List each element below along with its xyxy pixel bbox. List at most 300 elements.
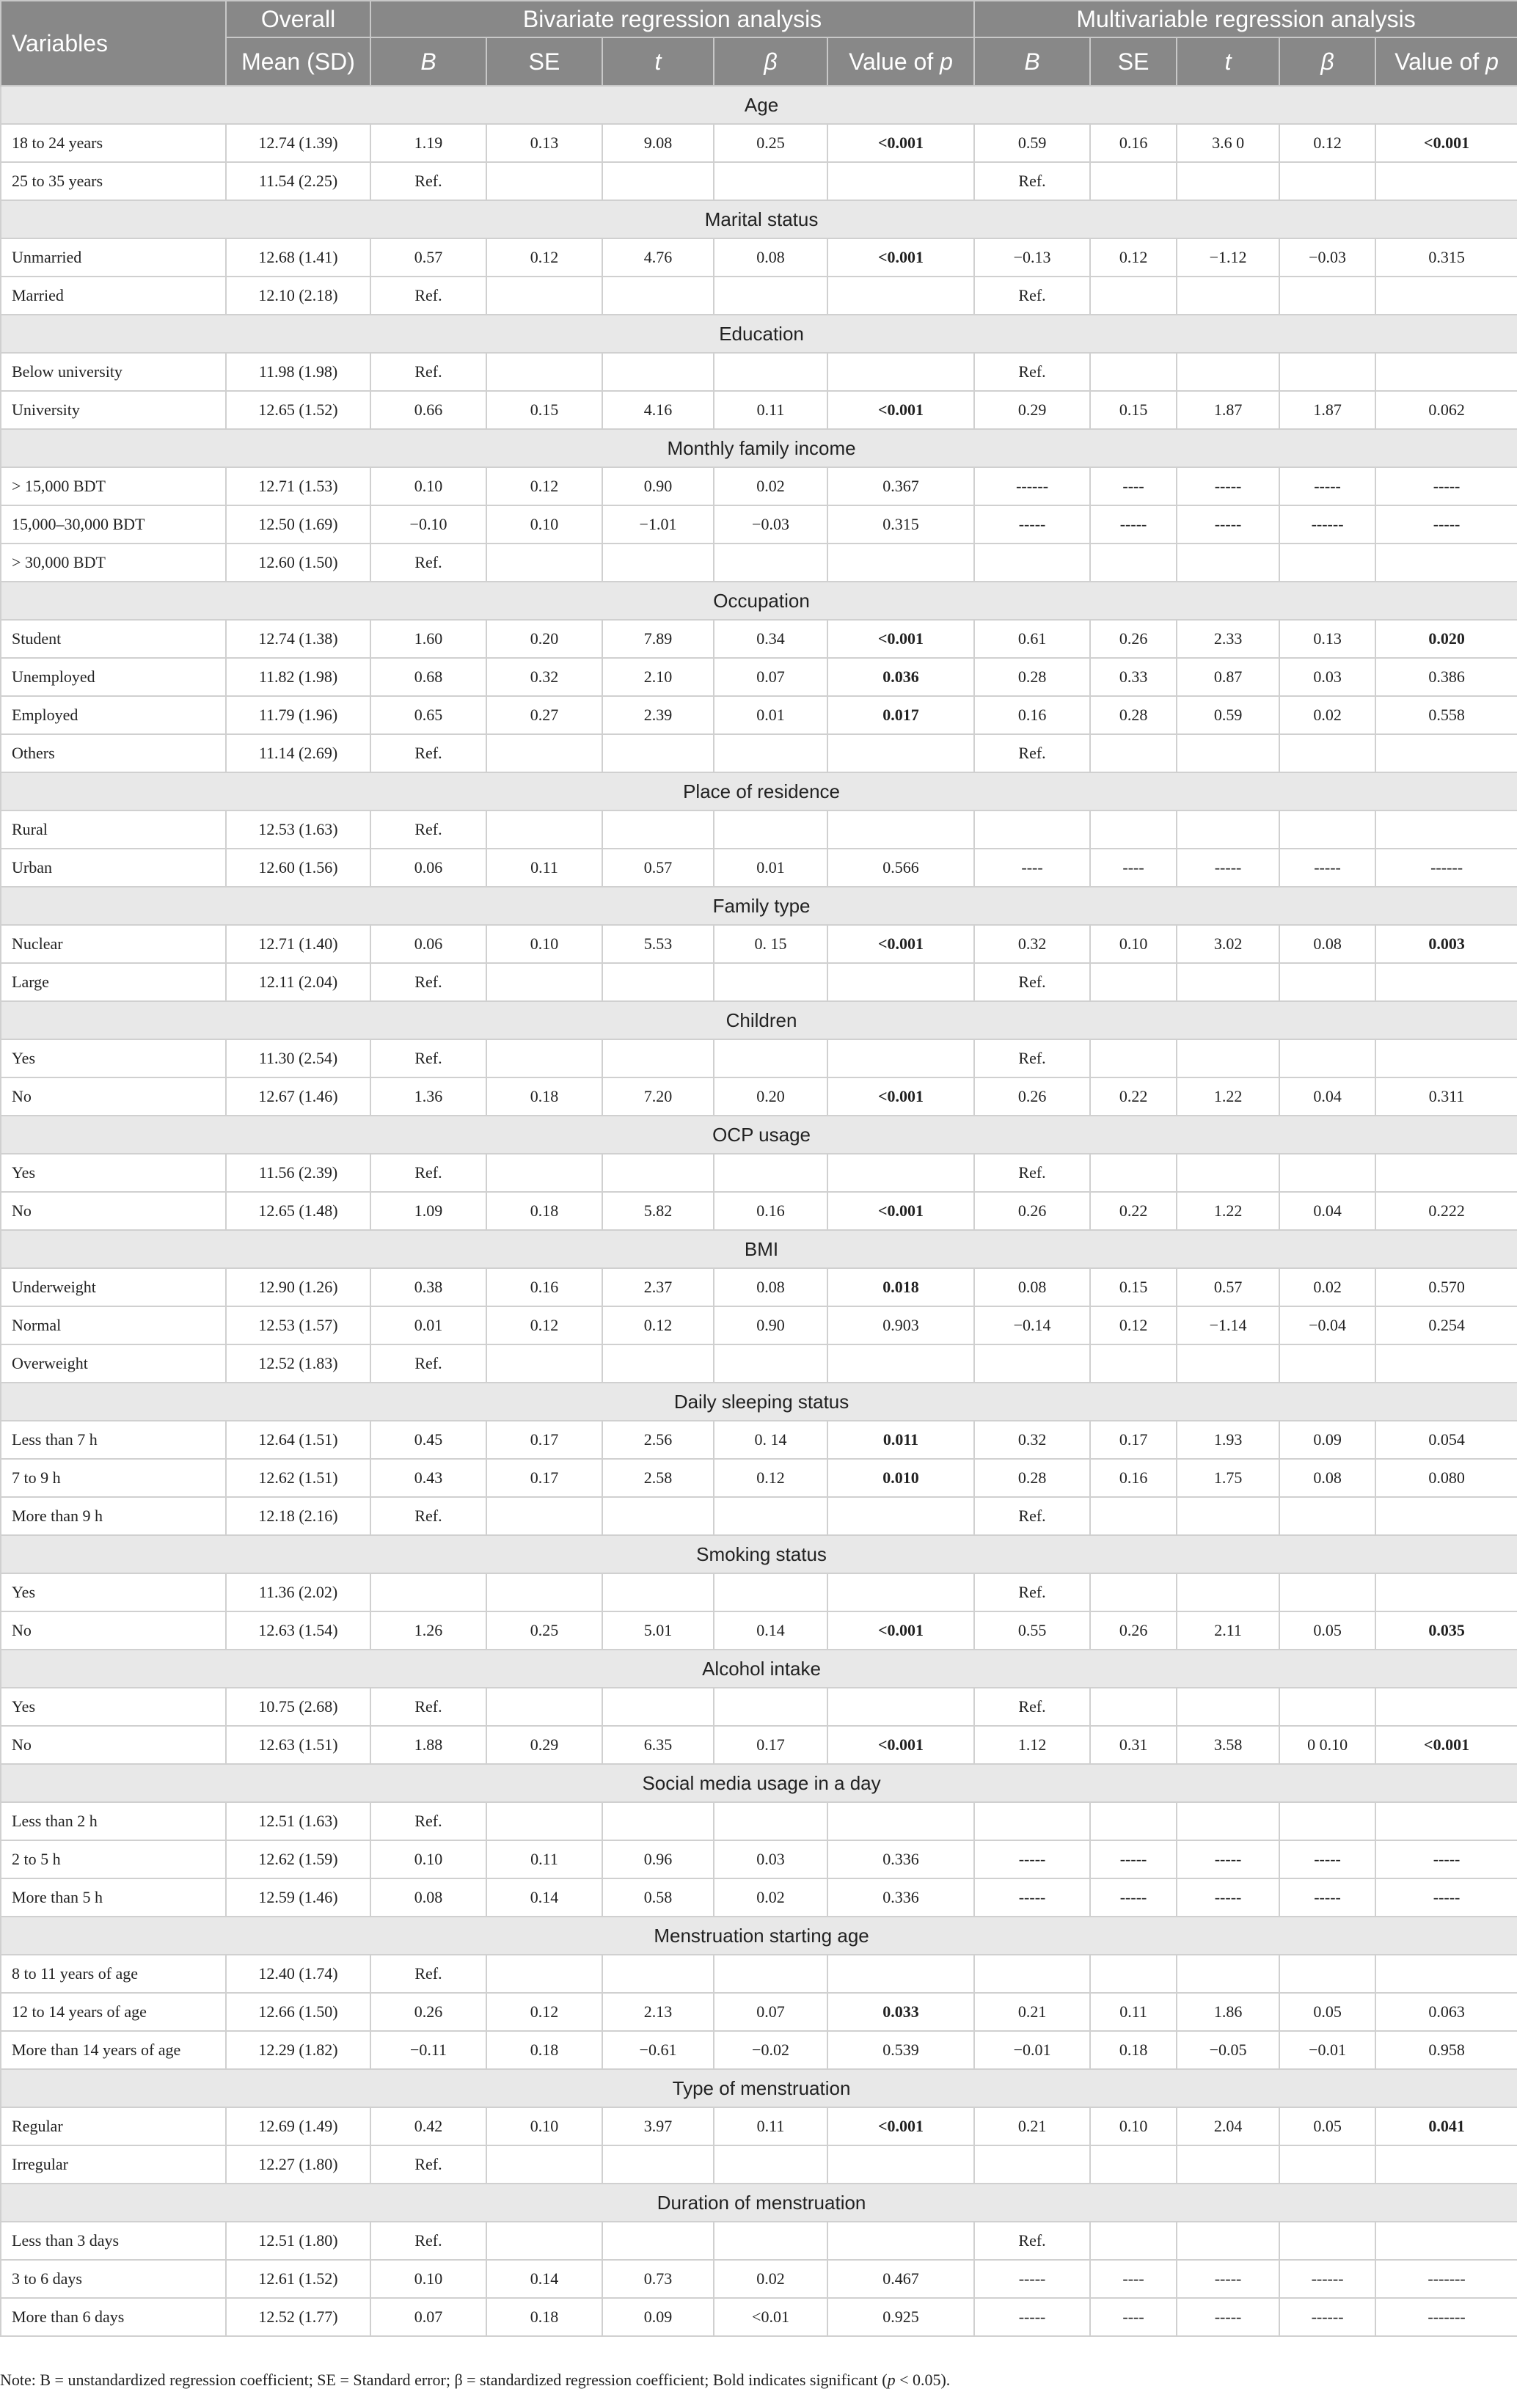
cell-mv-beta (1279, 162, 1375, 200)
cell-mv-beta (1279, 277, 1375, 315)
cell-bi-p: <0.001 (827, 620, 974, 658)
cell-mv-se: 0.15 (1090, 391, 1177, 429)
table-row (1, 1878, 1517, 1917)
cell-bi-se (486, 1344, 602, 1383)
table-row (1, 391, 1517, 429)
group-row (1, 1650, 1517, 1688)
row-label: 12 to 14 years of age (1, 1993, 226, 2031)
cell-mean-sd: 12.61 (1.52) (226, 2260, 370, 2298)
cell-mv-b: ----- (974, 505, 1090, 544)
cell-bi-p: 0.336 (827, 1840, 974, 1878)
cell-mv-se (1090, 963, 1177, 1001)
cell-mv-se (1090, 353, 1177, 391)
cell-mv-p (1375, 810, 1517, 849)
cell-bi-se (486, 162, 602, 200)
cell-mv-beta: ----- (1279, 467, 1375, 505)
cell-bi-b: 0.26 (370, 1993, 486, 2031)
cell-bi-b: 1.36 (370, 1077, 486, 1116)
cell-mv-se: 0.11 (1090, 1993, 1177, 2031)
cell-bi-beta (714, 1497, 827, 1535)
cell-mv-t (1177, 1154, 1279, 1192)
cell-bi-se: 0.18 (486, 1192, 602, 1230)
table-row (1, 620, 1517, 658)
cell-mv-se (1090, 1688, 1177, 1726)
cell-mv-se (1090, 1497, 1177, 1535)
cell-bi-p: <0.001 (827, 124, 974, 162)
cell-bi-se: 0.20 (486, 620, 602, 658)
cell-mv-b: 0.28 (974, 1459, 1090, 1497)
cell-bi-p: 0.925 (827, 2298, 974, 2336)
cell-bi-b: Ref. (370, 162, 486, 200)
cell-mv-b: 0.61 (974, 620, 1090, 658)
cell-bi-p (827, 734, 974, 772)
table-row (1, 2107, 1517, 2145)
header-mv-t: t (1177, 37, 1279, 86)
cell-mv-b: 0.28 (974, 658, 1090, 696)
cell-mv-beta: 0.05 (1279, 1993, 1375, 2031)
table-row (1, 1573, 1517, 1611)
table-row (1, 963, 1517, 1001)
cell-bi-b: 0.65 (370, 696, 486, 734)
row-label: Rural (1, 810, 226, 849)
table-row (1, 1993, 1517, 2031)
cell-bi-beta (714, 162, 827, 200)
cell-bi-b: Ref. (370, 1688, 486, 1726)
row-label: > 30,000 BDT (1, 544, 226, 582)
row-label: Underweight (1, 1268, 226, 1306)
cell-mean-sd: 12.50 (1.69) (226, 505, 370, 544)
cell-mean-sd: 12.62 (1.59) (226, 1840, 370, 1878)
header-bi-b: B (370, 37, 486, 86)
table-row (1, 1955, 1517, 1993)
cell-mv-beta: ----- (1279, 1878, 1375, 1917)
cell-mv-p: 0.063 (1375, 1993, 1517, 2031)
cell-mv-t: ----- (1177, 849, 1279, 887)
row-label: Overweight (1, 1344, 226, 1383)
header-bi-t: t (602, 37, 714, 86)
cell-mv-se: 0.33 (1090, 658, 1177, 696)
cell-mv-t: 1.86 (1177, 1993, 1279, 2031)
cell-mv-b: 0.21 (974, 2107, 1090, 2145)
cell-bi-se: 0.18 (486, 2298, 602, 2336)
cell-mv-t: −1.14 (1177, 1306, 1279, 1344)
cell-mv-p: <0.001 (1375, 1726, 1517, 1764)
cell-bi-beta (714, 2145, 827, 2184)
cell-bi-beta: 0.14 (714, 1611, 827, 1650)
cell-mv-b: 0.29 (974, 391, 1090, 429)
cell-mean-sd: 12.65 (1.48) (226, 1192, 370, 1230)
cell-bi-beta: 0. 14 (714, 1421, 827, 1459)
cell-mv-b: 0.08 (974, 1268, 1090, 1306)
cell-mv-b: Ref. (974, 1154, 1090, 1192)
cell-bi-b: 0.45 (370, 1421, 486, 1459)
cell-bi-b: 0.08 (370, 1878, 486, 1917)
cell-mv-beta (1279, 1802, 1375, 1840)
row-label: Yes (1, 1688, 226, 1726)
cell-mv-t (1177, 1802, 1279, 1840)
cell-bi-t (602, 1802, 714, 1840)
group-row (1, 200, 1517, 238)
cell-mv-p: 0.958 (1375, 2031, 1517, 2069)
cell-bi-se: 0.11 (486, 849, 602, 887)
cell-bi-p (827, 1688, 974, 1726)
cell-mv-se (1090, 1573, 1177, 1611)
cell-bi-t (602, 277, 714, 315)
table-row (1, 1306, 1517, 1344)
cell-bi-beta: −0.02 (714, 2031, 827, 2069)
cell-mv-beta (1279, 1344, 1375, 1383)
group-label: Education (1, 315, 1517, 353)
cell-bi-t (602, 544, 714, 582)
row-label: Less than 2 h (1, 1802, 226, 1840)
cell-mv-t: 0.59 (1177, 696, 1279, 734)
table-row (1, 2260, 1517, 2298)
cell-bi-t: 2.37 (602, 1268, 714, 1306)
cell-mv-se: 0.16 (1090, 1459, 1177, 1497)
cell-bi-beta: 0.01 (714, 696, 827, 734)
cell-mv-p (1375, 1955, 1517, 1993)
cell-bi-beta (714, 1154, 827, 1192)
cell-mean-sd: 11.30 (2.54) (226, 1039, 370, 1077)
header-bi-beta: β (714, 37, 827, 86)
cell-mv-b: Ref. (974, 734, 1090, 772)
cell-mv-b: 0.32 (974, 925, 1090, 963)
cell-mv-t: 3.6 0 (1177, 124, 1279, 162)
cell-bi-p: 0.033 (827, 1993, 974, 2031)
cell-bi-t: 7.89 (602, 620, 714, 658)
cell-bi-p: 0.011 (827, 1421, 974, 1459)
cell-mv-t: 1.22 (1177, 1192, 1279, 1230)
cell-bi-b: 1.88 (370, 1726, 486, 1764)
cell-bi-se: 0.14 (486, 1878, 602, 1917)
cell-mv-p: 0.311 (1375, 1077, 1517, 1116)
cell-bi-se: 0.17 (486, 1421, 602, 1459)
row-label: Below university (1, 353, 226, 391)
cell-mv-t: 0.87 (1177, 658, 1279, 696)
cell-bi-p: 0.367 (827, 467, 974, 505)
table-row (1, 2222, 1517, 2260)
group-row (1, 86, 1517, 124)
table-row (1, 734, 1517, 772)
row-label: Yes (1, 1573, 226, 1611)
cell-bi-p: 0.903 (827, 1306, 974, 1344)
cell-mv-t: ----- (1177, 2260, 1279, 2298)
cell-mv-b: ----- (974, 2298, 1090, 2336)
cell-mv-se: 0.26 (1090, 1611, 1177, 1650)
cell-mv-se: 0.22 (1090, 1192, 1177, 1230)
group-row (1, 772, 1517, 810)
cell-mv-se (1090, 810, 1177, 849)
cell-mv-beta (1279, 1955, 1375, 1993)
group-row (1, 1535, 1517, 1573)
cell-bi-b: 1.60 (370, 620, 486, 658)
cell-mv-b (974, 1344, 1090, 1383)
cell-bi-se: 0.18 (486, 1077, 602, 1116)
row-label: More than 6 days (1, 2298, 226, 2336)
cell-mv-p: ------ (1375, 849, 1517, 887)
cell-bi-beta: 0.20 (714, 1077, 827, 1116)
cell-bi-p: 0.017 (827, 696, 974, 734)
header-mv-beta: β (1279, 37, 1375, 86)
cell-bi-t: 0.90 (602, 467, 714, 505)
cell-mv-p (1375, 1688, 1517, 1726)
cell-bi-se: 0.18 (486, 2031, 602, 2069)
row-label: Unemployed (1, 658, 226, 696)
cell-mv-beta (1279, 810, 1375, 849)
cell-bi-t (602, 1573, 714, 1611)
cell-bi-se: 0.16 (486, 1268, 602, 1306)
cell-mv-t (1177, 544, 1279, 582)
cell-bi-b: 0.68 (370, 658, 486, 696)
table-row (1, 1726, 1517, 1764)
cell-mean-sd: 11.98 (1.98) (226, 353, 370, 391)
cell-mv-p (1375, 1344, 1517, 1383)
cell-mean-sd: 12.63 (1.54) (226, 1611, 370, 1650)
cell-mv-t (1177, 353, 1279, 391)
cell-mv-beta: 0.02 (1279, 1268, 1375, 1306)
cell-bi-p (827, 353, 974, 391)
row-label: No (1, 1726, 226, 1764)
cell-mv-t (1177, 1573, 1279, 1611)
cell-bi-p (827, 544, 974, 582)
group-label: OCP usage (1, 1116, 1517, 1154)
cell-bi-t: 0.09 (602, 2298, 714, 2336)
cell-bi-p: 0.010 (827, 1459, 974, 1497)
cell-bi-se: 0.12 (486, 1993, 602, 2031)
row-label: More than 9 h (1, 1497, 226, 1535)
cell-bi-beta: 0.08 (714, 1268, 827, 1306)
cell-mv-p (1375, 963, 1517, 1001)
cell-mv-se: ----- (1090, 1840, 1177, 1878)
cell-bi-b: 0.10 (370, 2260, 486, 2298)
row-label: 15,000–30,000 BDT (1, 505, 226, 544)
cell-mean-sd: 12.71 (1.40) (226, 925, 370, 963)
cell-mv-beta: 0.08 (1279, 1459, 1375, 1497)
cell-mv-beta (1279, 1573, 1375, 1611)
cell-mv-t (1177, 1039, 1279, 1077)
cell-bi-beta (714, 353, 827, 391)
cell-bi-t: 4.16 (602, 391, 714, 429)
cell-bi-se (486, 1802, 602, 1840)
cell-mv-se: ---- (1090, 2298, 1177, 2336)
cell-bi-t: 5.82 (602, 1192, 714, 1230)
cell-mv-b: 0.55 (974, 1611, 1090, 1650)
cell-bi-se: 0.29 (486, 1726, 602, 1764)
cell-bi-p (827, 2222, 974, 2260)
cell-bi-b: Ref. (370, 1039, 486, 1077)
cell-bi-t (602, 2145, 714, 2184)
group-row (1, 2069, 1517, 2107)
row-label: More than 14 years of age (1, 2031, 226, 2069)
cell-mv-beta: 0.13 (1279, 620, 1375, 658)
cell-bi-b: 1.09 (370, 1192, 486, 1230)
cell-bi-b: −0.11 (370, 2031, 486, 2069)
cell-bi-t (602, 2222, 714, 2260)
cell-mv-beta: 0 0.10 (1279, 1726, 1375, 1764)
row-label: 3 to 6 days (1, 2260, 226, 2298)
group-row (1, 1383, 1517, 1421)
cell-bi-b: Ref. (370, 1154, 486, 1192)
row-label: No (1, 1077, 226, 1116)
table-row (1, 1497, 1517, 1535)
cell-bi-t (602, 963, 714, 1001)
cell-bi-p: 0.315 (827, 505, 974, 544)
row-label: Student (1, 620, 226, 658)
cell-mv-se: ----- (1090, 1878, 1177, 1917)
table-row (1, 1268, 1517, 1306)
cell-bi-beta (714, 1039, 827, 1077)
cell-bi-b: Ref. (370, 1344, 486, 1383)
group-label: Family type (1, 887, 1517, 925)
table-row (1, 1192, 1517, 1230)
cell-mv-p: 0.254 (1375, 1306, 1517, 1344)
cell-bi-beta (714, 2222, 827, 2260)
cell-mv-se (1090, 1955, 1177, 1993)
table-row (1, 505, 1517, 544)
cell-bi-se (486, 810, 602, 849)
cell-bi-beta: 0.07 (714, 658, 827, 696)
cell-bi-se: 0.17 (486, 1459, 602, 1497)
cell-mv-se (1090, 162, 1177, 200)
cell-mv-t (1177, 1688, 1279, 1726)
cell-mv-b: 0.32 (974, 1421, 1090, 1459)
cell-bi-t (602, 1955, 714, 1993)
group-label: Occupation (1, 582, 1517, 620)
cell-mean-sd: 12.27 (1.80) (226, 2145, 370, 2184)
group-label: Social media usage in a day (1, 1764, 1517, 1802)
cell-bi-se: 0.27 (486, 696, 602, 734)
cell-mv-se (1090, 2145, 1177, 2184)
cell-bi-se: 0.13 (486, 124, 602, 162)
cell-bi-b: 0.42 (370, 2107, 486, 2145)
cell-mv-b: ------ (974, 467, 1090, 505)
header-mv-p: Value of p (1375, 37, 1517, 86)
cell-mv-p: ----- (1375, 1840, 1517, 1878)
cell-mv-beta: −0.01 (1279, 2031, 1375, 2069)
cell-bi-se: 0.11 (486, 1840, 602, 1878)
cell-bi-beta (714, 734, 827, 772)
row-label: 25 to 35 years (1, 162, 226, 200)
table-row (1, 658, 1517, 696)
cell-mv-t: 2.11 (1177, 1611, 1279, 1650)
cell-mv-beta (1279, 544, 1375, 582)
cell-bi-se (486, 1955, 602, 1993)
cell-mv-p: 0.570 (1375, 1268, 1517, 1306)
group-label: Age (1, 86, 1517, 124)
cell-mv-se: 0.10 (1090, 2107, 1177, 2145)
header-mv-b: B (974, 37, 1090, 86)
cell-mv-beta: 0.05 (1279, 1611, 1375, 1650)
cell-bi-se: 0.10 (486, 2107, 602, 2145)
cell-bi-b: 0.10 (370, 467, 486, 505)
cell-mv-beta (1279, 963, 1375, 1001)
cell-bi-t: −1.01 (602, 505, 714, 544)
header-multivariable: Multivariable regression analysis (974, 1, 1517, 37)
cell-mean-sd: 12.74 (1.39) (226, 124, 370, 162)
cell-mv-p (1375, 544, 1517, 582)
cell-mv-p: ------- (1375, 2298, 1517, 2336)
cell-bi-beta: 0.03 (714, 1840, 827, 1878)
cell-bi-se: 0.12 (486, 238, 602, 277)
cell-mv-t (1177, 1344, 1279, 1383)
cell-bi-se (486, 2222, 602, 2260)
cell-mv-beta: 0.09 (1279, 1421, 1375, 1459)
cell-mv-t: 1.22 (1177, 1077, 1279, 1116)
cell-mean-sd: 12.74 (1.38) (226, 620, 370, 658)
cell-mv-se (1090, 1802, 1177, 1840)
cell-mv-se (1090, 2222, 1177, 2260)
group-row (1, 315, 1517, 353)
cell-mv-beta (1279, 353, 1375, 391)
cell-mv-p: 0.003 (1375, 925, 1517, 963)
cell-mv-p: 0.054 (1375, 1421, 1517, 1459)
group-row (1, 887, 1517, 925)
cell-bi-se: 0.15 (486, 391, 602, 429)
table-row (1, 1077, 1517, 1116)
cell-bi-t (602, 1497, 714, 1535)
group-label: Daily sleeping status (1, 1383, 1517, 1421)
cell-bi-b: −0.10 (370, 505, 486, 544)
cell-bi-se (486, 353, 602, 391)
cell-mv-b: ---- (974, 849, 1090, 887)
cell-mean-sd: 12.67 (1.46) (226, 1077, 370, 1116)
cell-bi-se (486, 277, 602, 315)
cell-bi-t (602, 353, 714, 391)
group-row (1, 1764, 1517, 1802)
cell-bi-beta: 0.25 (714, 124, 827, 162)
table-row (1, 1802, 1517, 1840)
cell-mv-b: Ref. (974, 2222, 1090, 2260)
cell-bi-beta: 0. 15 (714, 925, 827, 963)
cell-mv-p (1375, 2145, 1517, 2184)
row-label: Yes (1, 1154, 226, 1192)
cell-mv-beta (1279, 2145, 1375, 2184)
header-mean-sd: Mean (SD) (226, 37, 370, 86)
group-label: Smoking status (1, 1535, 1517, 1573)
cell-bi-t (602, 810, 714, 849)
cell-bi-b: 0.57 (370, 238, 486, 277)
cell-bi-p: <0.001 (827, 1726, 974, 1764)
cell-mv-t: 0.57 (1177, 1268, 1279, 1306)
cell-mv-se: ----- (1090, 505, 1177, 544)
cell-bi-t (602, 1344, 714, 1383)
row-label: More than 5 h (1, 1878, 226, 1917)
cell-mean-sd: 12.90 (1.26) (226, 1268, 370, 1306)
cell-mv-se (1090, 544, 1177, 582)
cell-mv-beta: −0.04 (1279, 1306, 1375, 1344)
cell-mean-sd: 12.29 (1.82) (226, 2031, 370, 2069)
cell-bi-p: 0.018 (827, 1268, 974, 1306)
cell-mv-se: ---- (1090, 849, 1177, 887)
cell-mv-p: ----- (1375, 505, 1517, 544)
cell-bi-beta (714, 544, 827, 582)
cell-mv-beta: 0.05 (1279, 2107, 1375, 2145)
cell-bi-b: Ref. (370, 1497, 486, 1535)
cell-bi-p: <0.001 (827, 2107, 974, 2145)
cell-mv-p (1375, 162, 1517, 200)
cell-mv-se: 0.12 (1090, 1306, 1177, 1344)
cell-mean-sd: 12.10 (2.18) (226, 277, 370, 315)
cell-mv-b: Ref. (974, 1497, 1090, 1535)
cell-mean-sd: 12.51 (1.80) (226, 2222, 370, 2260)
cell-mv-t: 3.02 (1177, 925, 1279, 963)
cell-mv-se: 0.10 (1090, 925, 1177, 963)
table-row (1, 544, 1517, 582)
cell-mean-sd: 12.40 (1.74) (226, 1955, 370, 1993)
row-label: Employed (1, 696, 226, 734)
group-row (1, 1230, 1517, 1268)
cell-mean-sd: 11.79 (1.96) (226, 696, 370, 734)
